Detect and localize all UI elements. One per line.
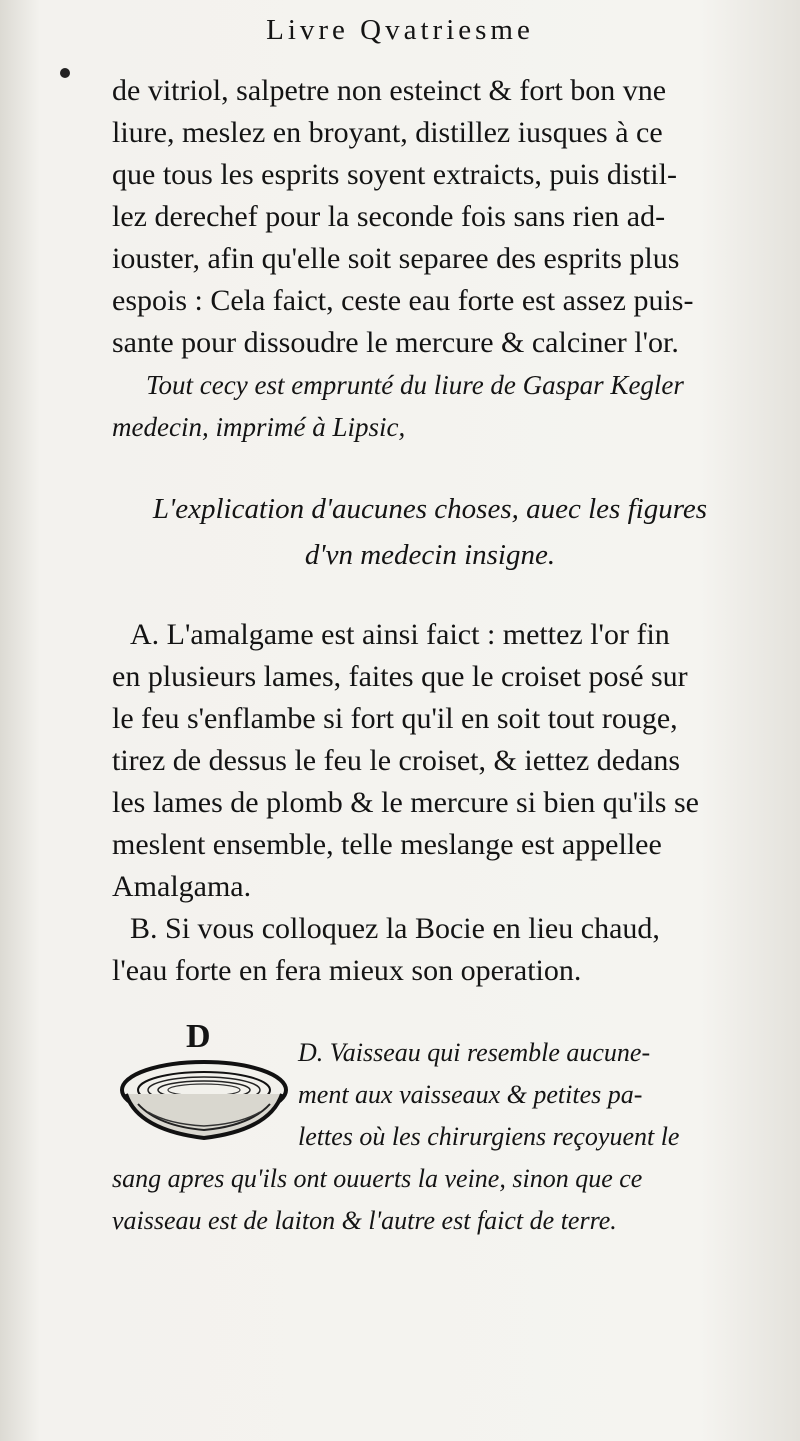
text-line: sante pour dissoudre le mercure & calciner l'or.	[112, 326, 679, 359]
text-line: A. L'amalgame est ainsi faict : mettez l'or fin	[130, 618, 670, 651]
text-line: medecin, imprimé à Lipsic,	[112, 412, 406, 442]
text-line: en plusieurs lames, faites que le croiset posé sur	[112, 660, 688, 693]
figure-letter: D	[186, 1018, 211, 1055]
text-line: que tous les esprits soyent extraicts, puis distil-	[112, 158, 677, 191]
text-line: lez derechef pour la seconde fois sans rien ad-	[112, 200, 666, 233]
text-line: espois : Cela faict, ceste eau forte est assez puis-	[112, 284, 694, 317]
text-line: meslent ensemble, telle meslange est appellee	[112, 828, 662, 861]
heading-line: d'vn medecin insigne.	[304, 539, 556, 571]
ink-speck	[60, 68, 70, 78]
section-heading	[100, 486, 760, 578]
text-line: tirez de dessus le feu le croiset, & iettez dedans	[112, 744, 681, 777]
text-line: sang apres qu'ils ont ouuerts la veine, sinon que ce	[112, 1164, 643, 1193]
text-line: lettes où les chirurgiens reçoyuent le	[298, 1122, 680, 1151]
text-line: ment aux vaisseaux & petites pa-	[298, 1080, 643, 1109]
figure-caption-top	[298, 1032, 760, 1158]
heading-line: L'explication d'aucunes choses, auec les figures	[152, 493, 708, 525]
text-line: Amalgama.	[112, 870, 252, 903]
text-line: liure, meslez en broyant, distillez iusques à ce	[112, 116, 663, 149]
text-line: le feu s'enflambe si fort qu'il en soit tout rouge,	[112, 702, 678, 735]
text-line: l'eau forte en fera mieux son operation.	[112, 954, 582, 987]
text-line: Tout cecy est emprunté du liure de Gaspar Kegler	[146, 370, 684, 400]
paragraph-b	[112, 908, 768, 992]
running-header: Livre Qvatriesme	[266, 14, 534, 46]
paragraph-a	[112, 614, 768, 908]
text-line: B. Si vous colloquez la Bocie en lieu chaud,	[130, 912, 660, 945]
text-line: iouster, afin qu'elle soit separee des esprits plus	[112, 242, 680, 275]
figure-caption-bottom	[112, 1158, 762, 1242]
text-line: de vitriol, salpetre non esteinct & fort bon vne	[112, 74, 667, 107]
text-line: D. Vaisseau qui resemble aucune-	[298, 1038, 651, 1067]
text-line: vaisseau est de laiton & l'autre est faict de terre.	[112, 1206, 617, 1235]
paragraph-recipe	[112, 70, 768, 364]
bowl-woodcut-icon	[118, 1052, 290, 1148]
text-line: les lames de plomb & le mercure si bien qu'ils se	[112, 786, 699, 819]
citation-note	[112, 364, 768, 448]
